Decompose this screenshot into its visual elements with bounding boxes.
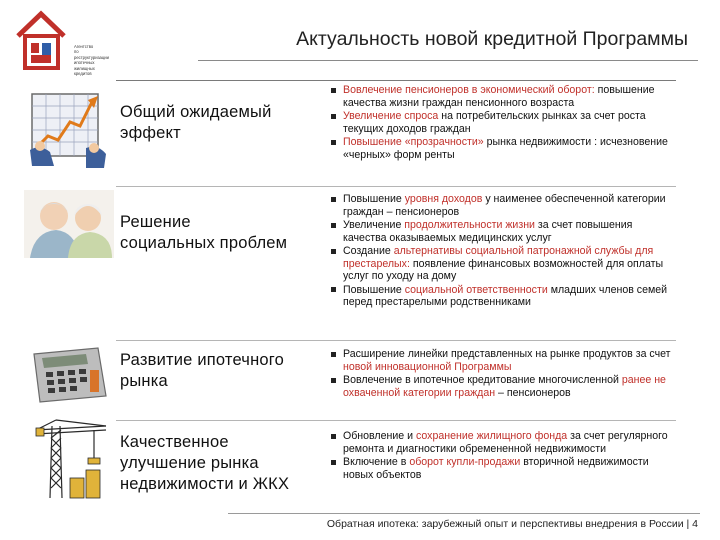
highlighted-text: альтернативы социальной патронажной службы для престарелых: — [343, 245, 654, 270]
bullet-text: Увеличение — [343, 219, 405, 231]
highlighted-text: оборот купли-продажи — [409, 456, 521, 468]
highlighted-text: уровня доходов — [404, 193, 483, 205]
bullet-item — [330, 245, 675, 283]
bullet-text: у наименее обеспеченной категории граждан – пенсионеров — [343, 193, 666, 218]
highlighted-text: продолжительности жизни — [404, 219, 535, 231]
bullet-text: Вовлечение в ипотечное кредитование многочисленной — [343, 374, 622, 386]
bullet-text: младших членов семей перед престарелыми родственниками — [343, 283, 668, 308]
bullet-text: на потребительских рынках за счет роста текущих доходов граждан — [343, 110, 646, 135]
bullet-item — [330, 284, 675, 309]
highlighted-text: Увеличение спроса — [343, 110, 439, 122]
bullet-item — [330, 348, 675, 373]
bullet-list-expected-effect — [330, 84, 675, 162]
bullet-text: повышение качества жизни граждан пенсионного возраста — [343, 84, 655, 109]
bullet-item — [330, 136, 675, 161]
agency-logo — [14, 8, 114, 77]
footer-divider — [228, 513, 700, 514]
highlighted-text: новой инновационной Программы — [343, 360, 512, 373]
title-divider — [198, 60, 698, 61]
agency-logo-text: Агентство по реструктуризации ипотечных жилищных кредитов — [74, 44, 109, 77]
row-divider — [116, 420, 676, 421]
bullet-item — [330, 374, 675, 399]
row-divider — [116, 340, 676, 341]
bullet-text: рынка недвижимости : исчезновение «черных» форм ренты — [343, 136, 668, 161]
bullet-text: вторичной недвижимости новых объектов — [343, 456, 649, 481]
bullet-text: за счет повышения качества оказываемых медицинских услуг — [343, 219, 633, 244]
row-divider — [116, 80, 676, 81]
highlighted-text: сохранение жилищного фонда — [415, 430, 568, 442]
highlighted-text: Вовлечение пенсионеров в экономический оборот: — [343, 84, 595, 96]
highlighted-text: социальной ответственности — [404, 283, 548, 296]
bullet-item — [330, 193, 675, 218]
bullet-list-mortgage-market — [330, 348, 675, 400]
bullet-text: Обновление и — [343, 430, 416, 442]
bullet-list-social-problems — [330, 193, 675, 310]
footer-text: Обратная ипотека: зарубежный опыт и перспективы внедрения в России | 4 — [326, 518, 698, 530]
bullet-item — [330, 456, 675, 481]
bullet-text: – пенсионеров — [495, 386, 571, 399]
bullet-text: Расширение линейки представленных на рынке продуктов за счет — [343, 348, 671, 360]
elderly-couple-icon — [24, 190, 114, 263]
bullet-item — [330, 219, 675, 244]
bullet-text: Повышение — [343, 283, 405, 296]
bullet-text: появление финансовых возможностей для оплаты услуг по уходу на дому — [343, 257, 664, 282]
row-label-social-problems: Решение социальных проблем — [120, 213, 288, 252]
highlighted-text: ранее не охваченной категории граждан — [343, 374, 666, 399]
business-chart-icon — [28, 88, 110, 175]
row-label-expected-effect: Общий ожидаемый эффект — [120, 103, 272, 142]
bullet-text: за счет регулярного ремонта и диагностики обремененной недвижимости — [343, 430, 668, 455]
construction-crane-icon — [30, 418, 110, 505]
calculator-icon — [28, 344, 110, 411]
bullet-item — [330, 84, 675, 109]
bullet-text: Включение в — [343, 456, 410, 468]
bullet-text: Создание — [343, 245, 394, 257]
row-label-real-estate: Качественное улучшение рынка недвижимости и ЖКХ — [120, 433, 290, 493]
page-title: Актуальность новой кредитной Программы — [296, 28, 688, 50]
bullet-item — [330, 110, 675, 135]
row-divider — [116, 186, 676, 187]
highlighted-text: Повышение «прозрачности» — [343, 136, 484, 148]
bullet-text: Повышение — [343, 193, 405, 205]
bullet-list-real-estate — [330, 430, 675, 482]
row-label-mortgage-market: Развитие ипотечного рынка — [120, 351, 285, 390]
bullet-item — [330, 430, 675, 455]
